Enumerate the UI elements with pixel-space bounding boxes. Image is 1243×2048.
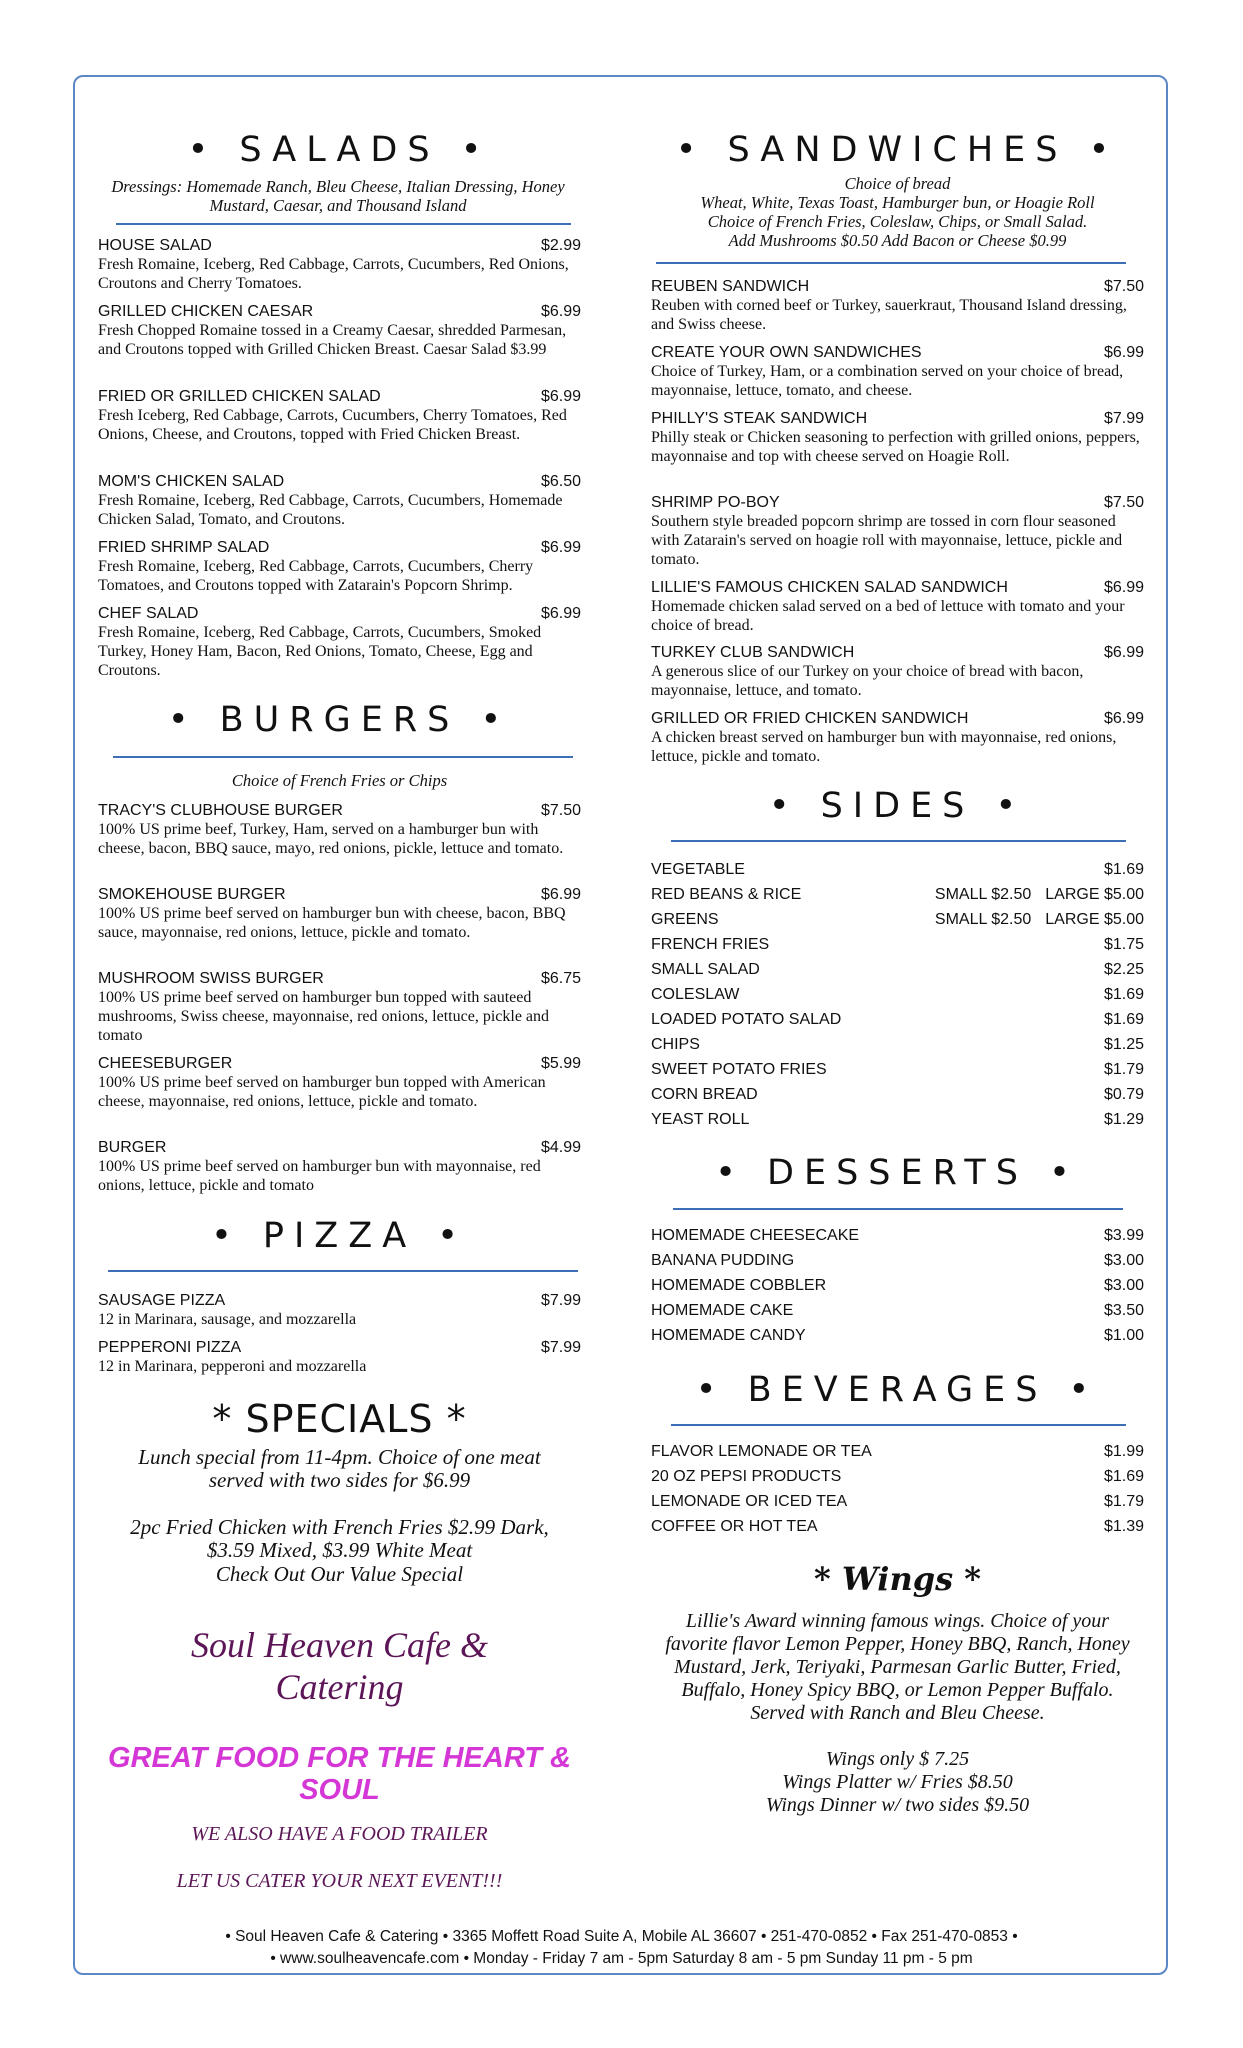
- burgers-title: • BURGERS •: [167, 700, 512, 740]
- wings-price-platter: Wings Platter w/ Fries $8.50: [782, 1771, 1013, 1793]
- footer-address: • Soul Heaven Cafe & Catering • 3365 Moffett Road Suite A, Mobile AL 36607 • 251-470-0852 • Fax 251-470-0853 •: [225, 1928, 1018, 1945]
- item-description: Fresh Chopped Romaine tossed in a Creamy Caesar, shredded Parmesan, and Croutons topped with Grilled Chicken Breast. Caesar Salad $3.99: [98, 322, 567, 358]
- item-description: 100% US prime beef served on hamburger bun with cheese, bacon, BBQ sauce, mayonnaise, red onions, lettuce, pickle and tomato.: [98, 905, 566, 941]
- item-price-large: LARGE $5.00: [1045, 911, 1144, 928]
- item-price: $6.75: [540, 970, 581, 987]
- specials-chicken: 2pc Fried Chicken with French Fries $2.99 Dark, $3.59 Mixed, $3.99 White Meat: [130, 1515, 549, 1562]
- item-price: $7.99: [540, 1292, 581, 1309]
- item-name: FLAVOR LEMONADE OR TEA: [651, 1443, 872, 1460]
- item-name: HOMEMADE COBBLER: [651, 1277, 827, 1294]
- menu-item: [98, 604, 581, 680]
- wings-title: * Wings *: [814, 1560, 981, 1598]
- beverage-row: [651, 1517, 1144, 1536]
- brand-name: Soul Heaven Cafe & Catering: [191, 1625, 488, 1707]
- pizza-title: • PIZZA •: [211, 1216, 468, 1256]
- item-price-small: SMALL $2.50: [934, 911, 1032, 928]
- item-name: TRACY'S CLUBHOUSE BURGER: [98, 802, 343, 819]
- item-name: HOUSE SALAD: [98, 237, 212, 254]
- item-name: CREATE YOUR OWN SANDWICHES: [651, 344, 922, 361]
- desserts-title: • DESSERTS •: [715, 1153, 1080, 1193]
- item-description: Choice of Turkey, Ham, or a combination served on your choice of bread, mayonnaise, lettuce, tomato, and cheese.: [651, 363, 1124, 399]
- item-price: $0.79: [1103, 1086, 1144, 1103]
- side-row: [651, 960, 1144, 979]
- item-name: LEMONADE OR ICED TEA: [651, 1493, 848, 1510]
- item-name: SHRIMP PO-BOY: [651, 494, 780, 511]
- dessert-row: [651, 1276, 1144, 1295]
- specials-title: * SPECIALS *: [212, 1397, 467, 1441]
- food-trailer-promo: WE ALSO HAVE A FOOD TRAILER: [191, 1823, 488, 1845]
- item-name: FRIED OR GRILLED CHICKEN SALAD: [98, 388, 381, 405]
- item-name: GREENS: [651, 911, 719, 928]
- beverages-rule: [671, 1424, 1126, 1426]
- item-name: CHIPS: [651, 1036, 700, 1053]
- item-description: 100% US prime beef served on hamburger bun with mayonnaise, red onions, lettuce, pickle and tomato: [98, 1158, 541, 1194]
- side-row: [651, 1060, 1144, 1079]
- item-name: SMOKEHOUSE BURGER: [98, 886, 286, 903]
- menu-item: [98, 885, 581, 942]
- item-name: CHEESEBURGER: [98, 1055, 233, 1072]
- item-name: HOMEMADE CHEESECAKE: [651, 1227, 860, 1244]
- item-price: $1.39: [1103, 1518, 1144, 1535]
- item-price: $6.99: [540, 605, 581, 622]
- menu-item: [98, 1338, 581, 1376]
- item-price: $5.99: [540, 1055, 581, 1072]
- item-price: $3.99: [1103, 1227, 1144, 1244]
- menu-item: [98, 1138, 581, 1195]
- sandwiches-note-addons: Add Mushrooms $0.50 Add Bacon or Cheese $0.99: [728, 231, 1067, 250]
- menu-item: [98, 236, 581, 293]
- specials-lunch: Lunch special from 11-4pm. Choice of one meat served with two sides for $6.99: [138, 1445, 541, 1492]
- beverage-row: [651, 1442, 1144, 1461]
- item-price: $6.50: [540, 473, 581, 490]
- item-price: $7.50: [1103, 278, 1144, 295]
- item-description: A chicken breast served on hamburger bun with mayonnaise, red onions, lettuce, pickle and tomato.: [651, 729, 1117, 765]
- item-description: Reuben with corned beef or Turkey, sauerkraut, Thousand Island dressing, and Swiss cheese.: [651, 297, 1127, 333]
- item-price: $7.50: [540, 802, 581, 819]
- sides-rule: [671, 840, 1126, 842]
- item-description: A generous slice of our Turkey on your choice of bread with bacon, mayonnaise, lettuce, and tomato.: [651, 663, 1084, 699]
- item-price: $1.69: [1103, 1011, 1144, 1028]
- item-name: SWEET POTATO FRIES: [651, 1061, 827, 1078]
- item-price: $2.25: [1103, 961, 1144, 978]
- menu-item: [651, 493, 1144, 569]
- menu-item: [651, 709, 1144, 766]
- sides-title: • SIDES •: [768, 786, 1027, 826]
- item-price: $3.00: [1103, 1277, 1144, 1294]
- salads-dressings-note: Dressings: Homemade Ranch, Bleu Cheese, Italian Dressing, Honey Mustard, Caesar, and Thousand Island: [111, 177, 565, 215]
- item-name: RED BEANS & RICE: [651, 886, 802, 903]
- side-row: [651, 885, 1144, 904]
- menu-item: [98, 302, 581, 359]
- side-row: [651, 935, 1144, 954]
- item-price: $4.99: [540, 1139, 581, 1156]
- item-price: $3.50: [1103, 1302, 1144, 1319]
- item-price: $1.99: [1103, 1443, 1144, 1460]
- item-price: $1.69: [1103, 986, 1144, 1003]
- pizza-rule: [108, 1270, 578, 1272]
- item-price: $1.29: [1103, 1111, 1144, 1128]
- side-row: [651, 910, 1144, 929]
- item-price: $7.50: [1103, 494, 1144, 511]
- item-price: $1.25: [1103, 1036, 1144, 1053]
- desserts-rule: [673, 1208, 1123, 1210]
- item-description: 100% US prime beef, Turkey, Ham, served on a hamburger bun with cheese, bacon, BBQ sauce, mayo, red onions, pickle, lettuce and tomato.: [98, 821, 564, 857]
- dessert-row: [651, 1301, 1144, 1320]
- item-name: COLESLAW: [651, 986, 740, 1003]
- dessert-row: [651, 1326, 1144, 1345]
- item-price: $6.99: [1103, 579, 1144, 596]
- item-price: $6.99: [540, 539, 581, 556]
- item-description: 100% US prime beef served on hamburger bun topped with American cheese, mayonnaise, red onions, lettuce, pickle and tomato.: [98, 1074, 546, 1110]
- item-price: $6.99: [1103, 344, 1144, 361]
- item-price: $7.99: [1103, 410, 1144, 427]
- item-name: SMALL SALAD: [651, 961, 760, 978]
- item-description: Fresh Iceberg, Red Cabbage, Carrots, Cucumbers, Cherry Tomatoes, Red Onions, Cheese, and Croutons, topped with Fried Chicken Breast.: [98, 407, 567, 443]
- side-row: [651, 1035, 1144, 1054]
- menu-item: [651, 277, 1144, 334]
- item-description: Homemade chicken salad served on a bed of lettuce with tomato and your choice of bread.: [651, 598, 1125, 634]
- item-price: $6.99: [1103, 644, 1144, 661]
- item-name: MUSHROOM SWISS BURGER: [98, 970, 324, 987]
- side-row: [651, 1085, 1144, 1104]
- burgers-rule: [113, 756, 573, 758]
- item-price: $6.99: [540, 388, 581, 405]
- side-row: [651, 860, 1144, 879]
- item-description: Philly steak or Chicken seasoning to perfection with grilled onions, peppers, mayonnaise and top with cheese served on Hoagie Roll.: [651, 429, 1140, 465]
- item-name: BURGER: [98, 1139, 167, 1156]
- beverage-row: [651, 1467, 1144, 1486]
- wings-description: Lillie's Award winning famous wings. Choice of your favorite flavor Lemon Pepper, Honey BBQ, Ranch, Honey Mustard, Jerk, Teriyaki, Parmesan Garlic Butter, Fried, Buffalo, Honey Spicy BBQ, or Lemon Pepper Buffalo. Served with Ranch and Bleu Cheese.: [665, 1610, 1130, 1724]
- item-name: GRILLED CHICKEN CAESAR: [98, 303, 314, 320]
- menu-item: [98, 1291, 581, 1329]
- item-name: 20 OZ PEPSI PRODUCTS: [651, 1468, 842, 1485]
- item-price: $6.99: [1103, 710, 1144, 727]
- side-row: [651, 985, 1144, 1004]
- item-price: $7.99: [540, 1339, 581, 1356]
- menu-item: [98, 801, 581, 858]
- item-price: $1.75: [1103, 936, 1144, 953]
- dessert-row: [651, 1251, 1144, 1270]
- item-price: $1.79: [1103, 1061, 1144, 1078]
- item-description: Fresh Romaine, Iceberg, Red Cabbage, Carrots, Cucumbers, Cherry Tomatoes, and Croutons topped with Zatarain's Popcorn Shrimp.: [98, 558, 534, 594]
- item-price: $2.99: [540, 237, 581, 254]
- item-name: LOADED POTATO SALAD: [651, 1011, 842, 1028]
- item-name: HOMEMADE CANDY: [651, 1327, 806, 1344]
- item-name: YEAST ROLL: [651, 1111, 750, 1128]
- menu-item: [98, 538, 581, 595]
- item-description: 12 in Marinara, sausage, and mozzarella: [98, 1311, 357, 1328]
- sandwiches-title: • SANDWICHES •: [675, 130, 1120, 170]
- burgers-note: Choice of French Fries or Chips: [231, 771, 448, 790]
- item-name: GRILLED OR FRIED CHICKEN SANDWICH: [651, 710, 969, 727]
- item-description: Fresh Romaine, Iceberg, Red Cabbage, Carrots, Cucumbers, Homemade Chicken Salad, Tomato, and Croutons.: [98, 492, 563, 528]
- item-price-small: SMALL $2.50: [934, 886, 1032, 903]
- item-name: FRIED SHRIMP SALAD: [98, 539, 270, 556]
- item-name: LILLIE'S FAMOUS CHICKEN SALAD SANDWICH: [651, 579, 1008, 596]
- tagline: GREAT FOOD FOR THE HEART & SOUL: [108, 1742, 571, 1806]
- item-name: TURKEY CLUB SANDWICH: [651, 644, 855, 661]
- specials-value: Check Out Our Value Special: [215, 1562, 464, 1586]
- item-price: $6.99: [540, 886, 581, 903]
- item-name: VEGETABLE: [651, 861, 745, 878]
- item-name: BANANA PUDDING: [651, 1252, 795, 1269]
- menu-item: [651, 578, 1144, 635]
- item-price-large: LARGE $5.00: [1045, 886, 1144, 903]
- wings-price-only: Wings only $ 7.25: [825, 1748, 970, 1770]
- item-name: PHILLY'S STEAK SANDWICH: [651, 410, 868, 427]
- menu-item: [651, 343, 1144, 400]
- menu-item: [651, 643, 1144, 700]
- side-row: [651, 1010, 1144, 1029]
- item-price: $3.00: [1103, 1252, 1144, 1269]
- item-name: PEPPERONI PIZZA: [98, 1339, 242, 1356]
- sandwiches-note-bread-options: Wheat, White, Texas Toast, Hamburger bun, or Hoagie Roll: [700, 193, 1095, 212]
- item-price: $1.00: [1103, 1327, 1144, 1344]
- side-row: [651, 1110, 1144, 1129]
- item-name: HOMEMADE CAKE: [651, 1302, 794, 1319]
- item-description: 100% US prime beef served on hamburger bun topped with sauteed mushrooms, Swiss cheese, mayonnaise, red onions, lettuce, pickle and tomato: [98, 989, 550, 1044]
- salads-rule: [116, 223, 571, 225]
- item-price: $1.69: [1103, 861, 1144, 878]
- item-name: CORN BREAD: [651, 1086, 758, 1103]
- item-price: $6.99: [540, 303, 581, 320]
- item-description: Fresh Romaine, Iceberg, Red Cabbage, Carrots, Cucumbers, Red Onions, Croutons and Cherry Tomatoes.: [98, 256, 569, 292]
- menu-item: [98, 969, 581, 1045]
- menu-item: [98, 387, 581, 444]
- item-name: MOM'S CHICKEN SALAD: [98, 473, 285, 490]
- item-name: SAUSAGE PIZZA: [98, 1292, 226, 1309]
- item-description: Southern style breaded popcorn shrimp are tossed in corn flour seasoned with Zatarain's served on hoagie roll with mayonnaise, lettuce, pickle and tomato.: [651, 513, 1123, 568]
- menu-item: [98, 472, 581, 529]
- dessert-row: [651, 1226, 1144, 1245]
- catering-promo: LET US CATER YOUR NEXT EVENT!!!: [176, 1870, 503, 1892]
- item-description: 12 in Marinara, pepperoni and mozzarella: [98, 1358, 367, 1375]
- sandwiches-note-bread: Choice of bread: [844, 174, 951, 193]
- item-name: COFFEE OR HOT TEA: [651, 1518, 818, 1535]
- item-name: FRENCH FRIES: [651, 936, 770, 953]
- beverages-title: • BEVERAGES •: [695, 1370, 1100, 1410]
- item-description: Fresh Romaine, Iceberg, Red Cabbage, Carrots, Cucumbers, Smoked Turkey, Honey Ham, Bacon, Red Onions, Tomato, Cheese, Egg and Croutons.: [98, 624, 542, 679]
- menu-item: [651, 409, 1144, 466]
- item-price: $1.79: [1103, 1493, 1144, 1510]
- sandwiches-rule: [656, 262, 1126, 264]
- salads-title: • SALADS •: [187, 130, 492, 170]
- item-price: $1.69: [1103, 1468, 1144, 1485]
- item-name: REUBEN SANDWICH: [651, 278, 810, 295]
- item-name: CHEF SALAD: [98, 605, 199, 622]
- beverage-row: [651, 1492, 1144, 1511]
- footer-hours: • www.soulheavencafe.com • Monday - Friday 7 am - 5pm Saturday 8 am - 5 pm Sunday 11 pm - 5 pm: [270, 1950, 973, 1967]
- wings-price-dinner: Wings Dinner w/ two sides $9.50: [765, 1794, 1030, 1816]
- menu-item: [98, 1054, 581, 1111]
- sandwiches-note-sides: Choice of French Fries, Coleslaw, Chips, or Small Salad.: [707, 212, 1088, 231]
